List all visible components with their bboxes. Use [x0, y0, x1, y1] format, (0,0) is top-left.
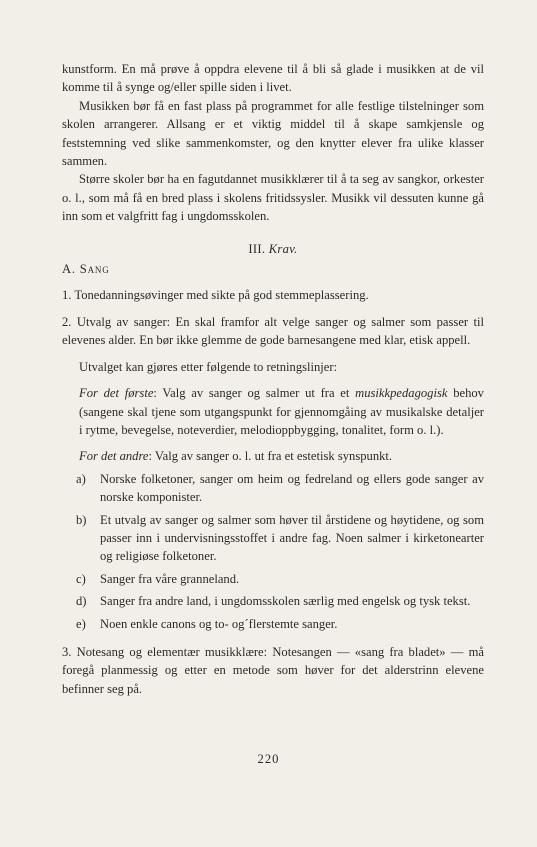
item-3-text: Notesang og elementær musikklære: Notesangen — «sang fra bladet» — må foregå planmessig og etter en metode som høver for det alderstrinn elevene befinner seg på.: [62, 644, 484, 696]
page-number: 220: [257, 752, 280, 766]
second-guideline: [62, 447, 484, 465]
item-2: [62, 313, 484, 350]
first-guideline-label: For det første: [79, 386, 154, 401]
subsection-heading: [62, 260, 484, 278]
list-item-b-text: Et utvalg av sanger og salmer som høver til årstidene og høytidene, og som passer inn i undervisningsstoffet i andre fag. Noen salmer i kirketonearter og religiøse folketoner.: [100, 512, 484, 564]
list-item-c-label: c): [76, 571, 86, 586]
item-2-text: Utvalg av sanger: En skal framfor alt velge sanger og salmer som passer til elevenes alder. En bør ikke glemme de gode barnesangene med klar, etisk appell.: [62, 314, 484, 348]
section-number: III.: [248, 241, 266, 256]
item-3: [62, 643, 484, 698]
list-item-a-label: a): [76, 471, 86, 486]
list-item-e-text: Noen enkle canons og to- og´flerstemte sanger.: [100, 616, 338, 631]
list-item-b-label: b): [76, 512, 87, 527]
first-guideline: [62, 384, 484, 439]
second-guideline-label: For det andre: [79, 449, 149, 464]
list-item-d-text: Sanger fra andre land, i ungdomsskolen særlig med engelsk og tysk tekst.: [100, 594, 471, 609]
paragraph-continuation: kunstform. En må prøve å oppdra elevene til å bli så glade i musikken at de vil komme til å synge og/eller spille siden i livet.: [62, 62, 484, 95]
paragraph-larger-schools: Større skoler bør ha en fagutdannet musikklærer til å ta seg av sangkor, orkester o. l., som må få en bred plass i skolens fritidssysler. Musikk vil dessuten kunne gå inn som et valgfritt fag i ungdomsskolen.: [62, 172, 484, 224]
list-item-a-text: Norske folketoner, sanger om heim og fedreland og ellers gode sanger av norske komponister.: [100, 471, 484, 505]
second-guideline-text: : Valg av sanger o. l. ut fra et estetisk synspunkt.: [148, 449, 393, 464]
item-1-number: 1.: [62, 288, 72, 303]
list-item-d-label: d): [76, 594, 87, 609]
item-3-number: 3.: [62, 644, 72, 659]
first-guideline-post: behov (sangene skal tjene som utgangspunkt for gjennomgåing av musikalske detaljer i rytme, bevegelse, noteverdier, melodioppbygging, tonalitet, form o. l.).: [79, 386, 484, 437]
section-title: Krav.: [268, 241, 298, 256]
list-item-c: [62, 570, 484, 588]
list-item-e: [62, 615, 484, 633]
document-body: [62, 60, 484, 698]
item-1: [62, 286, 484, 304]
list-item-e-label: e): [76, 616, 86, 631]
item-1-text: Tonedanningsøvinger med sikte på god stemmeplassering.: [74, 288, 369, 303]
list-item-c-text: Sanger fra våre granneland.: [100, 571, 240, 586]
paragraph-program: Musikken bør få en fast plass på programmet for alle festlige tilstelninger som skolen arrangerer. Allsang er et viktig middel til å skape samkjensle og feststemning ved slike sammenkomster, og den knytter elever fra ulike klasser sammen.: [62, 98, 484, 169]
list-item-d: [62, 592, 484, 610]
list-item-a: [62, 470, 484, 507]
item-2-number: 2.: [62, 314, 72, 329]
subsection-title: Sang: [79, 262, 110, 277]
first-guideline-term: musikkpedagogisk: [355, 386, 448, 401]
guidelines-intro: Utvalget kan gjøres etter følgende to retningslinjer:: [79, 359, 338, 374]
first-guideline-pre: : Valg av sanger og salmer ut fra et: [153, 386, 356, 401]
subsection-letter: A.: [62, 262, 76, 277]
section-heading: [62, 240, 484, 258]
list-item-b: [62, 511, 484, 566]
